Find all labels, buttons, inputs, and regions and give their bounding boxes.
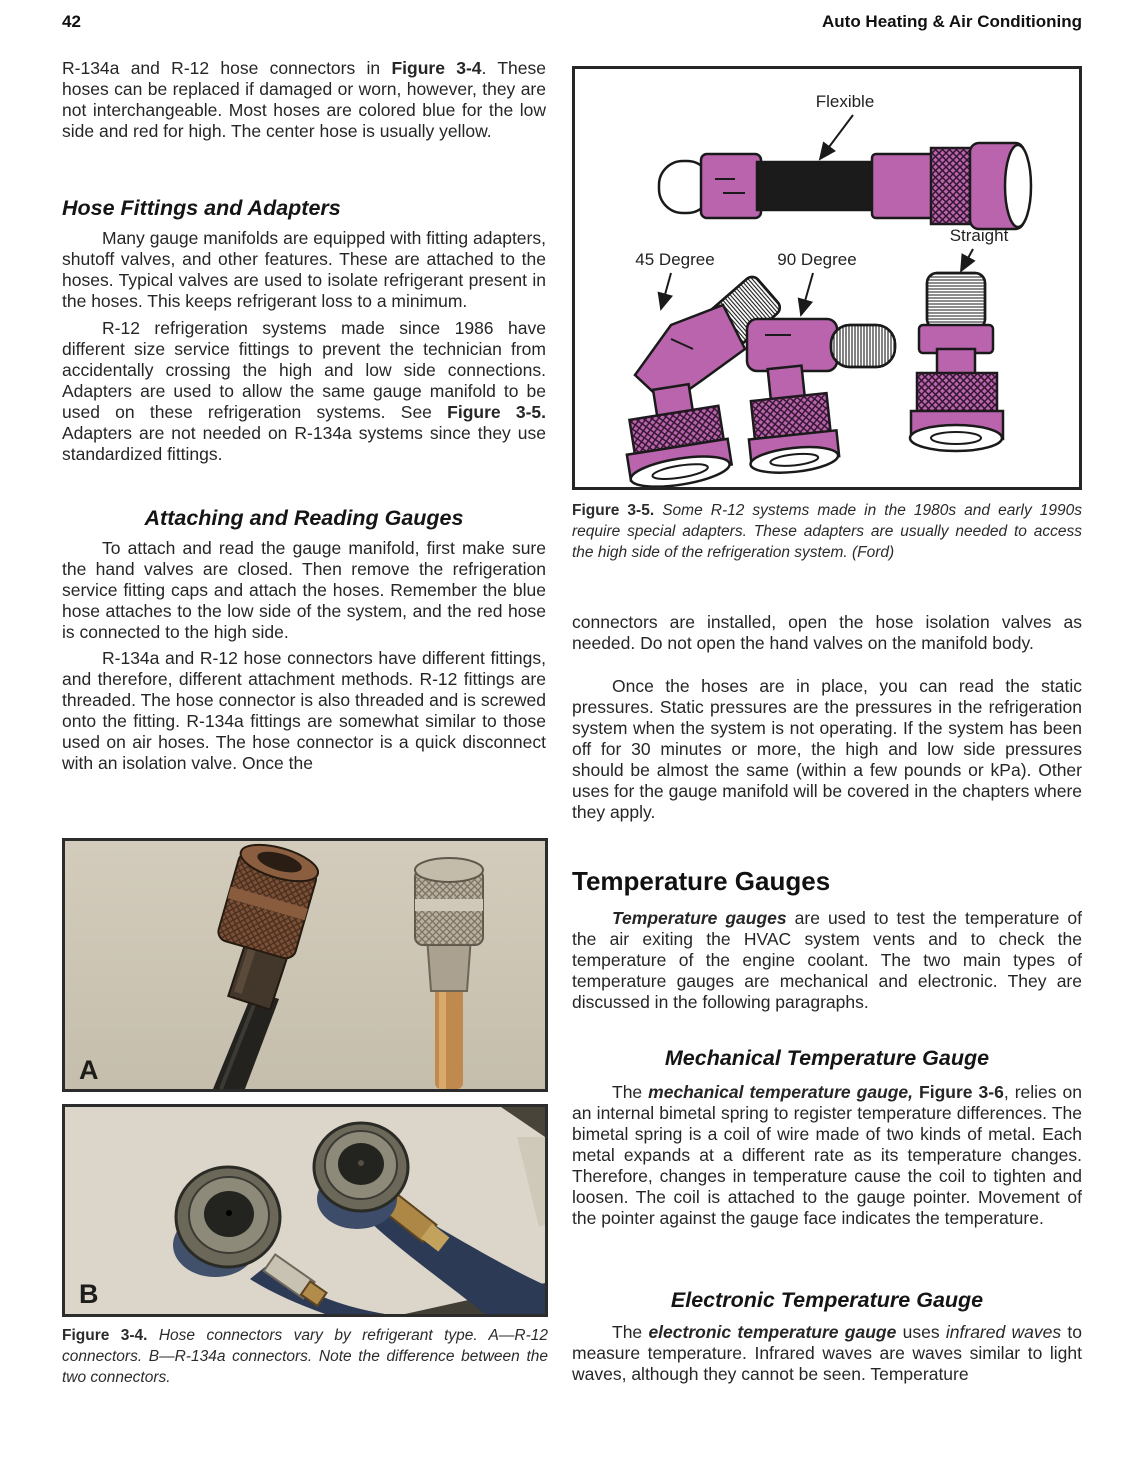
figure-3-5-box — [572, 66, 1082, 490]
text-segment: To attach and read the gauge manifold, first make sure the hand valves are closed. Then remove the refrigeration service fitting caps and attach the hoses. Remember the blue hose attaches to the low side of the system, and the red hose is connected to the high side. — [62, 538, 546, 642]
label-flexible: Flexible — [815, 92, 875, 111]
paragraph-connectors-installed — [572, 612, 1082, 654]
section-heading-hose-fittings: Hose Fittings and Adapters — [62, 196, 341, 220]
figure-3-5-art — [575, 69, 1079, 487]
paragraph-intro — [62, 58, 546, 142]
figure-3-4-caption — [62, 1325, 548, 1388]
text-segment: The — [612, 1082, 649, 1102]
text-segment: R-134a and R-12 hose connectors in — [62, 58, 392, 78]
text-segment: mechanical temperature gauge, — [648, 1082, 914, 1102]
text-segment: Once the hoses are in place, you can read the static pressures. Static pressures are the pressures in the refrigeration system when the system is not operating. If the system has been off for 30 minutes or more, the high and low side pressures should be almost the same (within a few pounds or kPa). Other uses for the gauge manifold will be covered in the chapters where they apply. — [572, 676, 1082, 822]
flexible-hose-art — [659, 143, 1031, 229]
section-heading-mechanical: Mechanical Temperature Gauge — [664, 1046, 990, 1070]
paragraph-r12-systems — [62, 318, 546, 465]
text-segment: Hose connectors vary by refrigerant type. A—R-12 connectors. B—R-134a connectors. Note the difference between the two connectors. — [62, 1327, 548, 1386]
label-45-degree: 45 Degree — [635, 250, 715, 269]
running-head: Auto Heating & Air Conditioning — [822, 12, 1082, 31]
photo-a-art — [65, 841, 545, 1089]
heading-temperature-gauges: Temperature Gauges — [572, 866, 831, 896]
adapter-straight-art — [910, 273, 1003, 451]
paragraph-temperature-intro — [572, 908, 1082, 1013]
figure-3-5-caption — [572, 500, 1082, 563]
text-segment: infrared waves — [945, 1322, 1062, 1342]
paragraph-connectors-differ — [62, 648, 546, 774]
figure-3-4-photo-a — [62, 838, 548, 1092]
text-segment: Figure 3-4. — [62, 1327, 148, 1344]
text-segment: are used to test the temperature of the air exiting the HVAC system vents and to check the temperature of the engine coolant. The two main types of temperature gauges are mechanical and electronic. They are discussed in the following paragraphs. — [572, 908, 1082, 1012]
text-segment: Temperature gauges — [612, 908, 787, 928]
adapter-90-degree-art — [741, 319, 895, 476]
paragraph-electronic-gauge — [572, 1322, 1082, 1385]
text-segment: Some R-12 systems made in the 1980s and early 1990s require special adapters. These adapters are usually needed to access the high side of the refrigeration system. (Ford) — [572, 502, 1082, 561]
paragraph-to-attach — [62, 538, 546, 643]
text-segment: Many gauge manifolds are equipped with fitting adapters, shutoff valves, and other features. These are attached to the hoses. Typical valves are used to isolate refrigerant present in the hoses. This keeps refrigerant loss to a minimum. — [62, 228, 546, 311]
text-segment: Adapters are not needed on R-134a systems since they use standardized fittings. — [62, 423, 546, 464]
text-segment: R-12 refrigeration systems made since 1986 have different size service fittings to prevent the technician from accidentally crossing the high and low side connections. Adapters are used to allow the same gauge manifold to be used on these refrigeration systems. See — [62, 318, 546, 422]
text-segment: Figure 3-5. — [572, 502, 655, 519]
text-segment: to measure temperature. Infrared waves are waves similar to light waves, although they cannot be seen. Temperature — [572, 1322, 1082, 1384]
photo-a-letter: A — [79, 1055, 99, 1085]
text-segment: electronic temperature gauge — [648, 1322, 897, 1342]
paragraph-manifolds — [62, 228, 546, 312]
paragraph-mechanical-gauge — [572, 1082, 1082, 1229]
paragraph-static-pressures — [572, 676, 1082, 823]
text-segment: . These hoses can be replaced if damaged or worn, however, they are not interchangeable. Most hoses are colored blue for the low side and red for high. The center hose is usually yellow. — [62, 58, 546, 141]
text-segment: Figure 3-6 — [919, 1082, 1004, 1102]
figure-3-4-photo-b — [62, 1104, 548, 1317]
label-straight: Straight — [949, 226, 1009, 245]
text-segment: Figure 3-4 — [391, 58, 482, 78]
page-number: 42 — [62, 12, 81, 31]
text-segment: connectors are installed, open the hose isolation valves as needed. Do not open the hand valves on the manifold body. — [572, 612, 1082, 653]
section-heading-attaching: Attaching and Reading Gauges — [144, 506, 464, 530]
photo-b-letter: B — [79, 1279, 99, 1309]
text-segment: , relies on an internal bimetal spring to register temperature differences. The bimetal spring is a coil of wire made of two kinds of metal. Each metal expands at a different rate as its temperature changes. Therefore, changes in temperature cause the coil to tighten and loosen. The coil is attached to the gauge pointer. Movement of the pointer against the gauge face indicates the temperature. — [572, 1082, 1082, 1228]
photo-b-art — [65, 1107, 545, 1314]
section-heading-electronic: Electronic Temperature Gauge — [670, 1288, 984, 1312]
text-segment: uses — [896, 1322, 946, 1342]
label-90-degree: 90 Degree — [777, 250, 857, 269]
text-segment: The — [612, 1322, 649, 1342]
text-segment: R-134a and R-12 hose connectors have different fittings, and therefore, different attachment methods. R-12 fittings are threaded. The hose connector is also threaded and is screwed onto the fitting. R-134a fittings are somewhat similar to those used on air hoses. The hose connector is a quick disconnect with an isolation valve. Once the — [62, 648, 546, 773]
text-segment: Figure 3-5. — [447, 402, 546, 422]
